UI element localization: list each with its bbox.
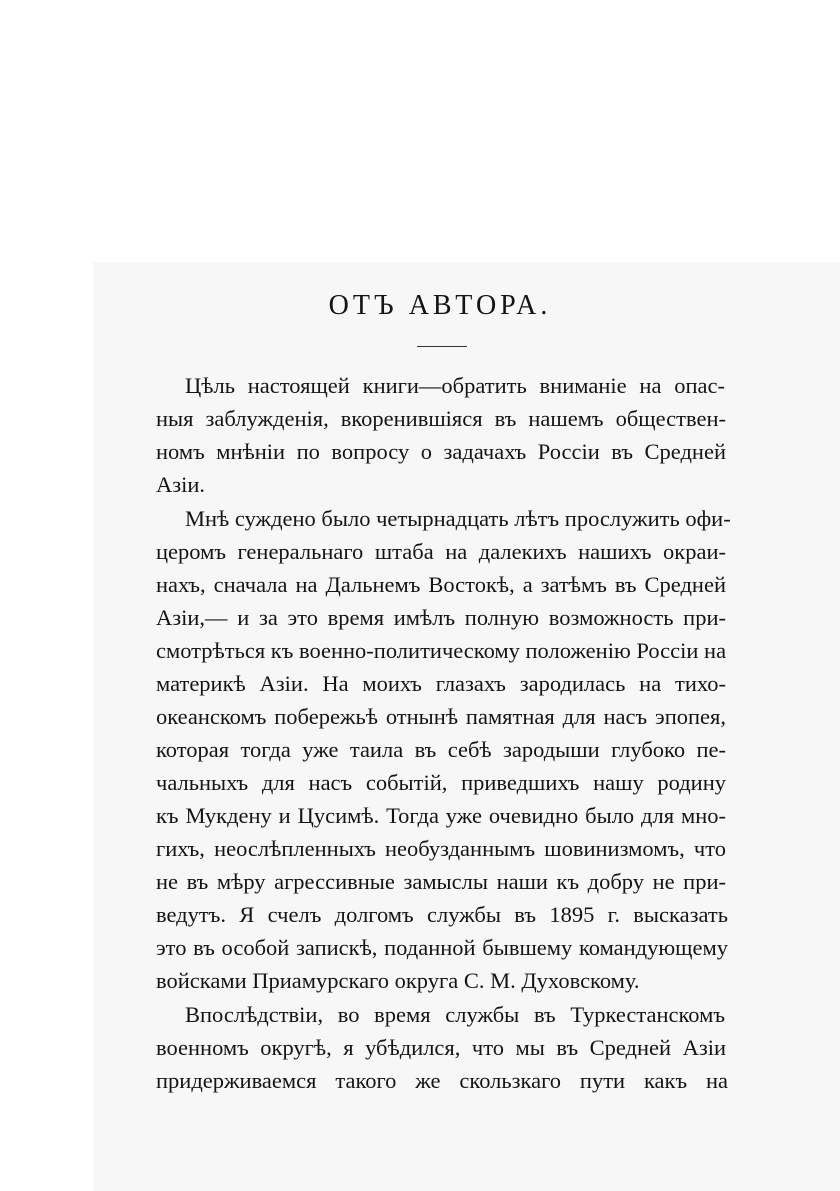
text-line: нахъ, сначала на Дальнемъ Востокѣ, а затѣмъ въ Средней: [156, 572, 726, 597]
text-line: Мнѣ суждено было четырнадцать лѣтъ прослужить офи-: [185, 506, 731, 531]
text-line: материкѣ Азіи. На моихъ глазахъ зародилась на тихо-: [156, 671, 726, 696]
text-line: океанскомъ побережьѣ отнынѣ памятная для насъ эпопея,: [156, 704, 726, 729]
text-line: Впослѣдствіи, во время службы въ Туркестанскомъ: [185, 1002, 725, 1027]
text-line: смотрѣться къ военно-политическому положенію Россіи на: [156, 638, 727, 663]
text-line: къ Мукдену и Цусимѣ. Тогда уже очевидно было для мно-: [156, 803, 726, 828]
text-line: Цѣль настоящей книги—обратить вниманіе на опас-: [185, 373, 725, 398]
text-line: Азіи.: [156, 472, 206, 497]
text-line: ведутъ. Я счелъ долгомъ службы въ 1895 г. высказать: [156, 902, 728, 927]
text-line: Азіи,— и за это время имѣлъ полную возможность при-: [156, 605, 726, 630]
text-line: чальныхъ для насъ событій, приведшихъ нашу родину: [156, 770, 726, 795]
text-line: войсками Приамурскаго округа С. М. Духовскому.: [156, 968, 640, 993]
text-line: военномъ округѣ, я убѣдился, что мы въ Средней Азіи: [156, 1035, 726, 1060]
text-line: гихъ, неослѣпленныхъ необузданнымъ шовинизмомъ, что: [156, 836, 726, 861]
text-line: придерживаемся такого же скользкаго пути какъ на: [156, 1068, 728, 1093]
title-rule: [417, 346, 467, 347]
text-line: которая тогда уже таила въ себѣ зародыши глубоко пе-: [156, 737, 726, 762]
text-line: номъ мнѣніи по вопросу о задачахъ Россіи въ Средней: [156, 439, 726, 464]
text-line: ныя заблужденія, вкоренившіяся въ нашемъ обществен-: [156, 406, 726, 431]
text-line: не въ мѣру агрессивные замыслы наши къ добру не при-: [156, 869, 726, 894]
page-title: ОТЪ АВТОРА.: [328, 290, 552, 321]
text-line: это въ особой запискѣ, поданной бывшему командующему: [156, 935, 728, 960]
text-line: церомъ генеральнаго штаба на далекихъ нашихъ окраи-: [156, 539, 726, 564]
